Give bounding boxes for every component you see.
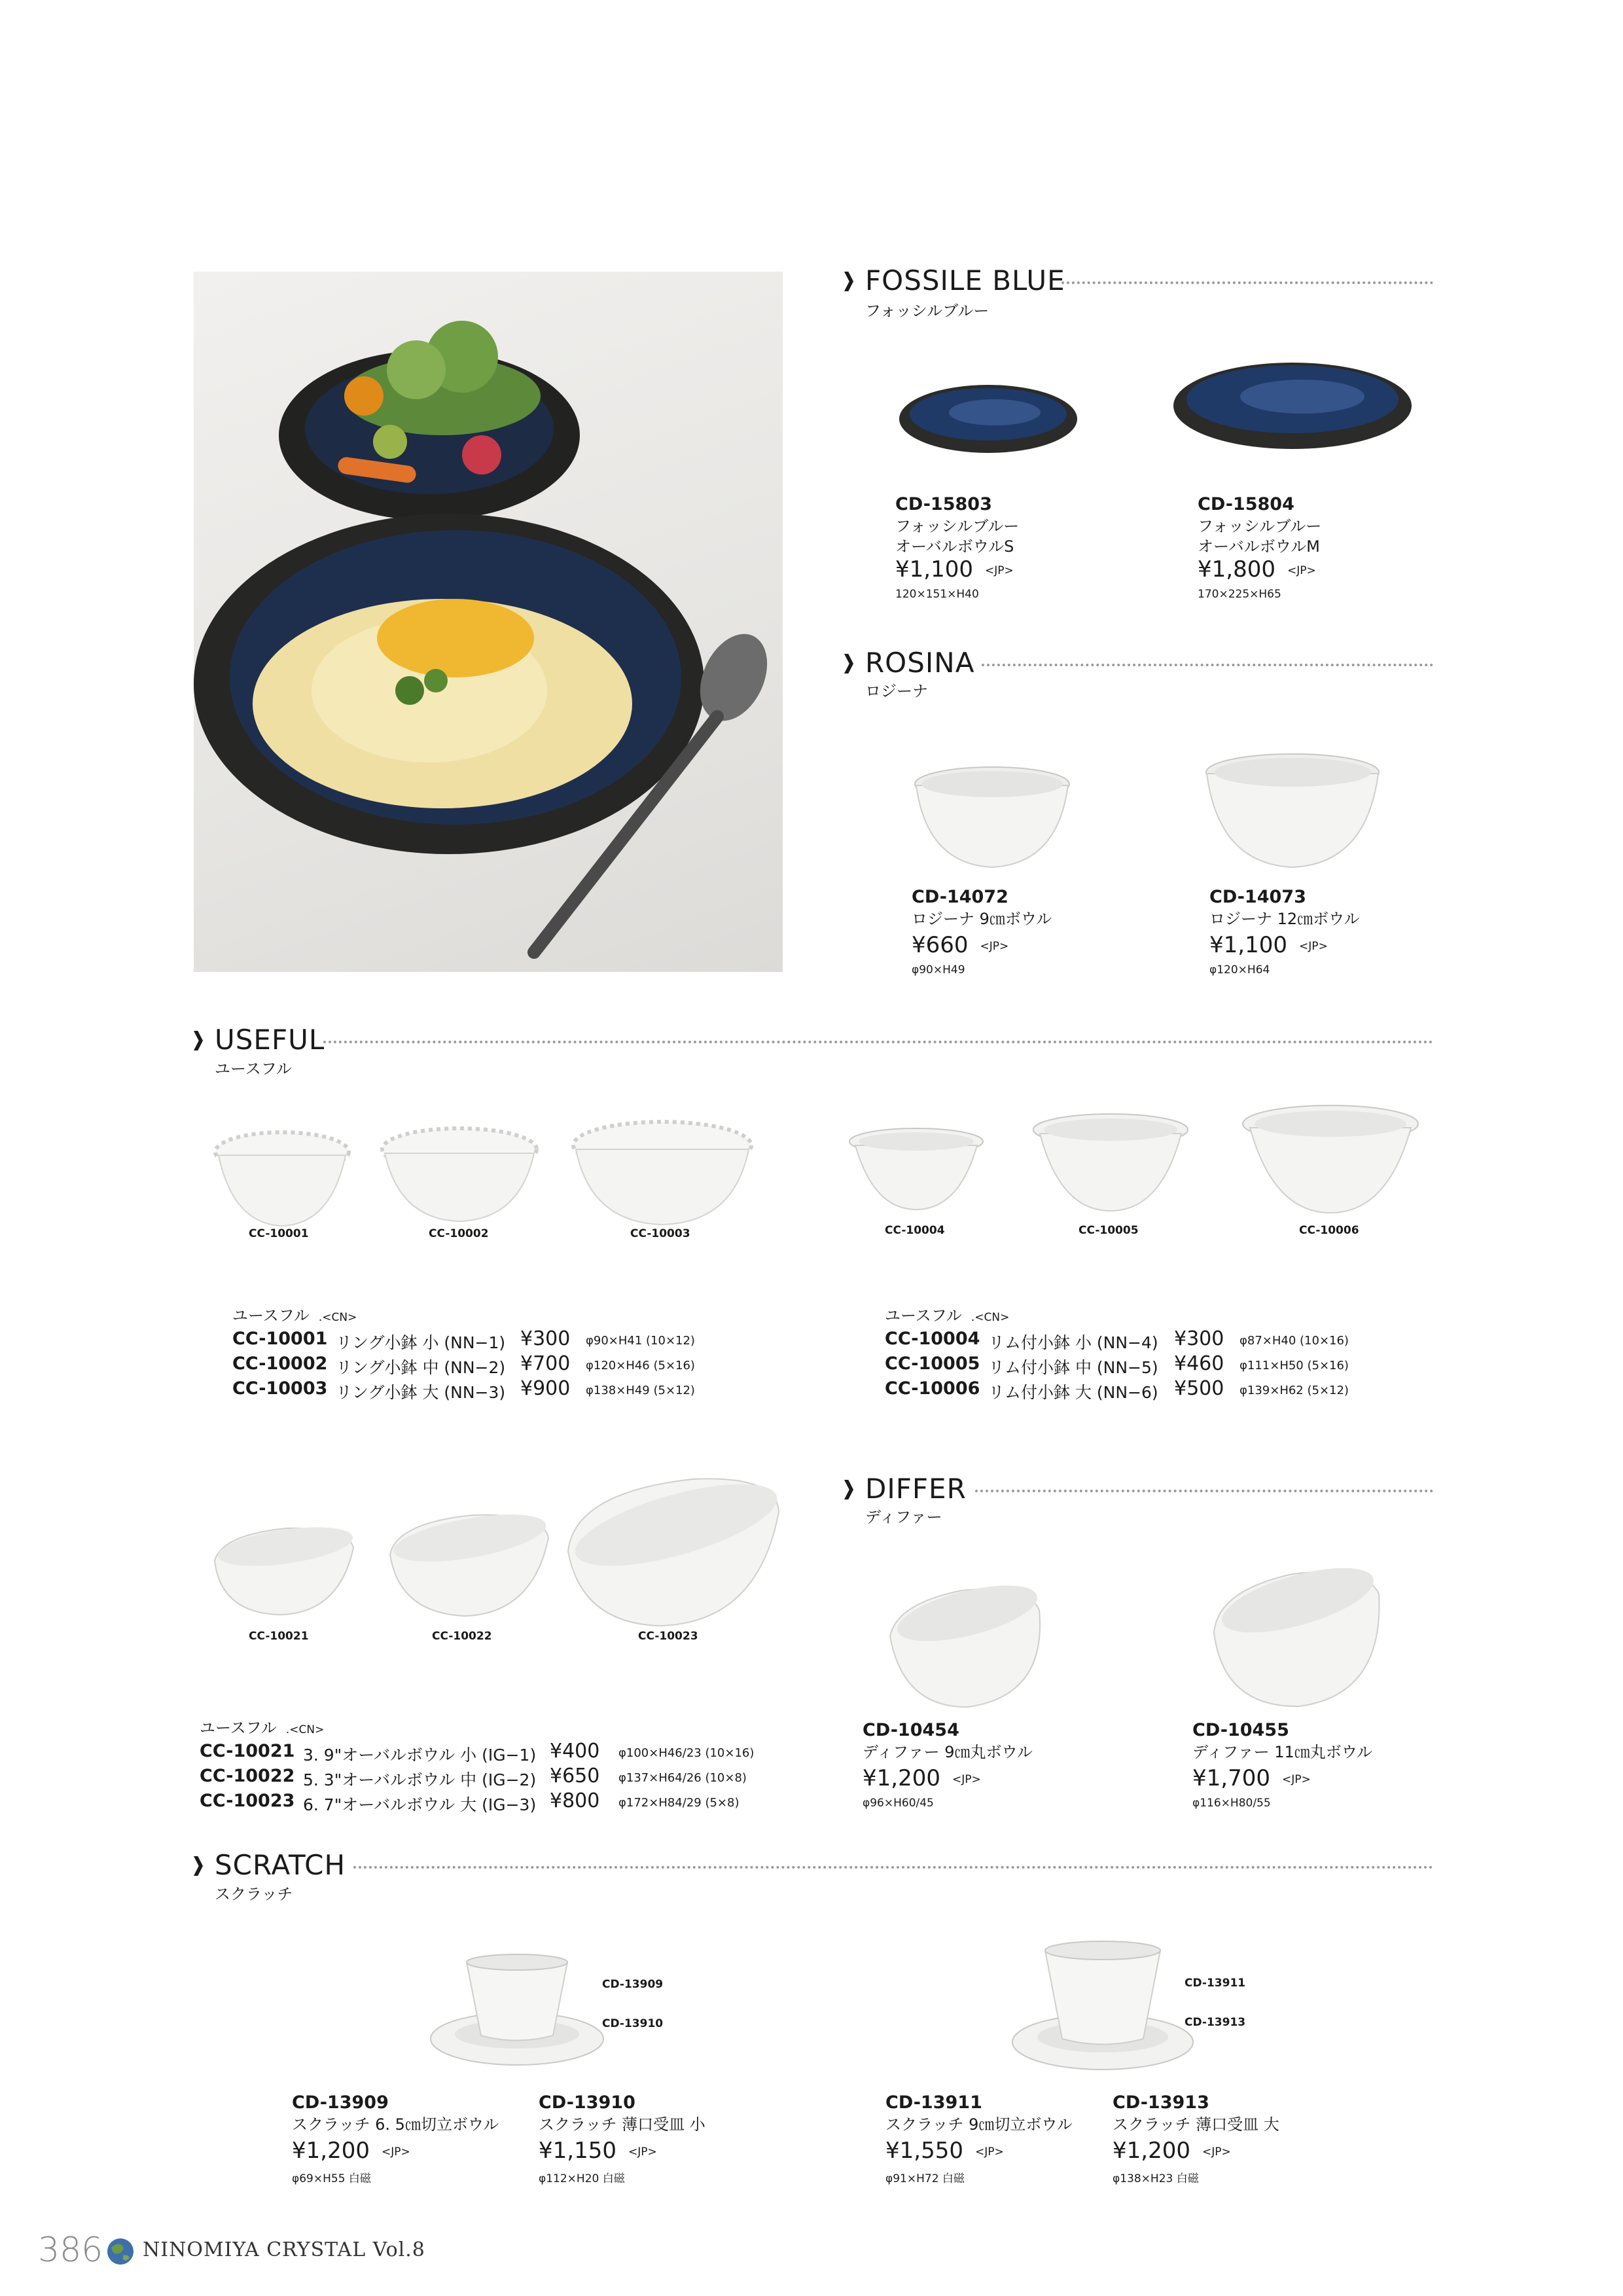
catalog-brand: NINOMIYA CRYSTAL Vol.8 — [143, 2238, 425, 2261]
section-subtitle-differ: ディファー — [865, 1508, 942, 1526]
product-code: CD-14072 — [912, 887, 1008, 907]
product-photo-cc-10004 — [847, 1126, 985, 1211]
origin-badge: <JP> — [1281, 1773, 1311, 1786]
section-subtitle-rosina: ロジーナ — [865, 682, 928, 700]
product-code: CD-13913 — [1113, 2092, 1209, 2113]
chevron-right-icon — [844, 1480, 853, 1499]
origin-badge: <JP> — [980, 940, 1009, 953]
photo-label: CD-13909 — [602, 1978, 664, 1991]
section-subtitle-scratch: スクラッチ — [215, 1885, 293, 1903]
page-number: 386 — [38, 2231, 103, 2270]
product-size: φ112×H20 白磁 — [539, 2172, 625, 2185]
product-code: CD-13911 — [885, 2092, 982, 2113]
chevron-right-icon — [844, 654, 853, 673]
chevron-right-icon — [194, 1031, 203, 1050]
photo-label: CC-10022 — [432, 1630, 492, 1643]
section-title-fossile: FOSSILE BLUE — [844, 264, 1065, 296]
origin-badge: <JP> — [381, 2145, 410, 2159]
product-size: 120×151×H40 — [895, 588, 979, 601]
product-price: ¥1,100 <JP> — [895, 556, 1014, 583]
photo-label: CC-10003 — [630, 1227, 690, 1240]
product-photo-cd-14073 — [1204, 753, 1381, 870]
origin-badge: <JP> — [984, 564, 1014, 577]
product-code: CD-10454 — [863, 1720, 959, 1740]
product-code: CD-15803 — [895, 494, 992, 514]
origin-badge: <JP> — [628, 2145, 657, 2159]
table-row: CC-10002 リング小鉢 中 (NN−2) ¥700 φ120×H46 (5×16) — [232, 1352, 695, 1377]
section-title-useful: USEFUL — [194, 1024, 325, 1056]
section-divider — [982, 664, 1433, 666]
product-price: ¥660 <JP> — [912, 932, 1009, 958]
product-photo-cc-10021 — [208, 1522, 359, 1620]
product-name: スクラッチ 6. 5㎝切立ボウル — [292, 2115, 499, 2134]
photo-label: CD-13913 — [1185, 2016, 1246, 2029]
origin-badge: <JP> — [1202, 2145, 1231, 2159]
table-row: CC-10022 5. 3"オーバルボウル 中 (IG−2) ¥650 φ137×H64/26 (10×8) — [200, 1765, 747, 1789]
product-price: ¥1,100 <JP> — [1209, 932, 1328, 958]
product-photo-cc-10023 — [562, 1473, 784, 1630]
product-size: φ96×H60/45 — [863, 1797, 934, 1810]
table-row: CC-10021 3. 9"オーバルボウル 小 (IG−1) ¥400 φ100×H46/23 (10×16) — [200, 1740, 755, 1765]
product-name: ロジーナ 12㎝ボウル — [1209, 910, 1360, 928]
section-divider — [975, 1490, 1433, 1492]
product-name: ディファー 11㎝丸ボウル — [1192, 1743, 1373, 1761]
table-row: CC-10023 6. 7"オーバルボウル 大 (IG−3) ¥800 φ172×H84/29 (5×8) — [200, 1789, 740, 1814]
photo-label: CC-10002 — [429, 1227, 489, 1240]
section-divider — [1061, 281, 1433, 284]
product-code: CD-10455 — [1192, 1720, 1289, 1740]
product-name: ディファー 9㎝丸ボウル — [863, 1743, 1033, 1761]
product-size: φ120×H64 — [1209, 963, 1270, 977]
product-photo-cc-10003 — [571, 1118, 754, 1226]
product-price: ¥1,200 <JP> — [863, 1765, 981, 1791]
section-divider — [323, 1041, 1433, 1043]
product-size: φ138×H23 白磁 — [1113, 2172, 1199, 2185]
product-price: ¥1,700 <JP> — [1192, 1765, 1311, 1791]
product-photo-cc-10006 — [1241, 1103, 1421, 1214]
table-row: CC-10003 リング小鉢 大 (NN−3) ¥900 φ138×H49 (5×12) — [232, 1377, 695, 1402]
product-price: ¥1,550 <JP> — [885, 2138, 1004, 2164]
photo-label: CC-10004 — [885, 1224, 945, 1237]
hero-photo — [194, 272, 783, 972]
product-photo-cd-10455 — [1207, 1568, 1384, 1712]
product-price: ¥1,800 <JP> — [1198, 556, 1316, 583]
product-size: φ69×H55 白磁 — [292, 2172, 371, 2185]
product-code: CD-15804 — [1198, 494, 1294, 514]
table-row: CC-10004 リム付小鉢 小 (NN−4) ¥300 φ87×H40 (10×16) — [885, 1327, 1349, 1352]
product-price: ¥1,200 <JP> — [1113, 2138, 1231, 2164]
product-name: スクラッチ 薄口受皿 小 — [539, 2115, 705, 2134]
section-subtitle-fossile: フォッシルブルー — [865, 302, 990, 320]
table-row: CC-10006 リム付小鉢 大 (NN−6) ¥500 φ139×H62 (5×12) — [885, 1377, 1349, 1402]
photo-label: CC-10023 — [638, 1630, 698, 1643]
product-name: フォッシルブルー オーバルボウルM — [1198, 517, 1322, 556]
product-photo-cc-10005 — [1031, 1111, 1191, 1213]
product-photo-cd-15803 — [897, 376, 1080, 455]
origin-badge: <JP> — [952, 1773, 981, 1786]
photo-label: CD-13911 — [1185, 1977, 1246, 1990]
section-title-rosina: ROSINA — [844, 647, 974, 679]
section-title-scratch: SCRATCH — [194, 1849, 346, 1881]
origin-badge: <JP> — [974, 2145, 1004, 2159]
table-header: ユースフル .<CN> — [885, 1306, 1010, 1325]
product-code: CD-13910 — [539, 2092, 635, 2113]
product-photo-cc-10002 — [380, 1124, 540, 1223]
table-row: CC-10001 リング小鉢 小 (NN−1) ¥300 φ90×H41 (10×12) — [232, 1327, 695, 1352]
product-size: φ91×H72 白磁 — [885, 2172, 965, 2185]
product-photo-cd-15804 — [1171, 353, 1414, 452]
photo-label: CC-10001 — [249, 1227, 309, 1240]
origin-badge: <JP> — [1287, 564, 1316, 577]
photo-label: CC-10005 — [1079, 1224, 1139, 1237]
photo-label: CC-10021 — [249, 1630, 309, 1643]
product-code: CD-14073 — [1209, 887, 1306, 907]
product-name: フォッシルブルー オーバルボウルS — [895, 517, 1020, 556]
photo-label: CC-10006 — [1299, 1224, 1359, 1237]
photo-label: CD-13910 — [602, 2017, 664, 2030]
product-price: ¥1,200 <JP> — [292, 2138, 410, 2164]
table-header: ユースフル .<CN> — [200, 1719, 325, 1737]
product-size: 170×225×H65 — [1198, 588, 1281, 601]
section-divider — [353, 1866, 1433, 1869]
product-size: φ116×H80/55 — [1192, 1797, 1271, 1810]
section-subtitle-useful: ユースフル — [215, 1060, 292, 1078]
product-photo-cc-10001 — [213, 1129, 351, 1227]
hero-photo-illustration — [194, 272, 783, 972]
product-name: ロジーナ 9㎝ボウル — [912, 910, 1052, 928]
origin-badge: <JP> — [1298, 940, 1328, 953]
table-header: ユースフル .<CN> — [232, 1306, 357, 1325]
product-price: ¥1,150 <JP> — [539, 2138, 657, 2164]
product-code: CD-13909 — [292, 2092, 389, 2113]
chevron-right-icon — [194, 1856, 203, 1876]
globe-icon — [106, 2237, 135, 2266]
product-photo-cd-10454 — [883, 1584, 1047, 1712]
table-row: CC-10005 リム付小鉢 中 (NN−5) ¥460 φ111×H50 (5×16) — [885, 1352, 1349, 1377]
product-photo-cd-13911-13913 — [1011, 1937, 1194, 2075]
product-photo-cd-14072 — [914, 766, 1071, 870]
product-name: スクラッチ 9㎝切立ボウル — [885, 2115, 1073, 2134]
product-photo-cd-13909-13910 — [429, 1950, 605, 2072]
product-name: スクラッチ 薄口受皿 大 — [1113, 2115, 1279, 2134]
section-title-differ: DIFFER — [844, 1473, 967, 1505]
chevron-right-icon — [844, 272, 853, 291]
product-photo-cc-10022 — [383, 1509, 554, 1620]
product-size: φ90×H49 — [912, 963, 965, 977]
